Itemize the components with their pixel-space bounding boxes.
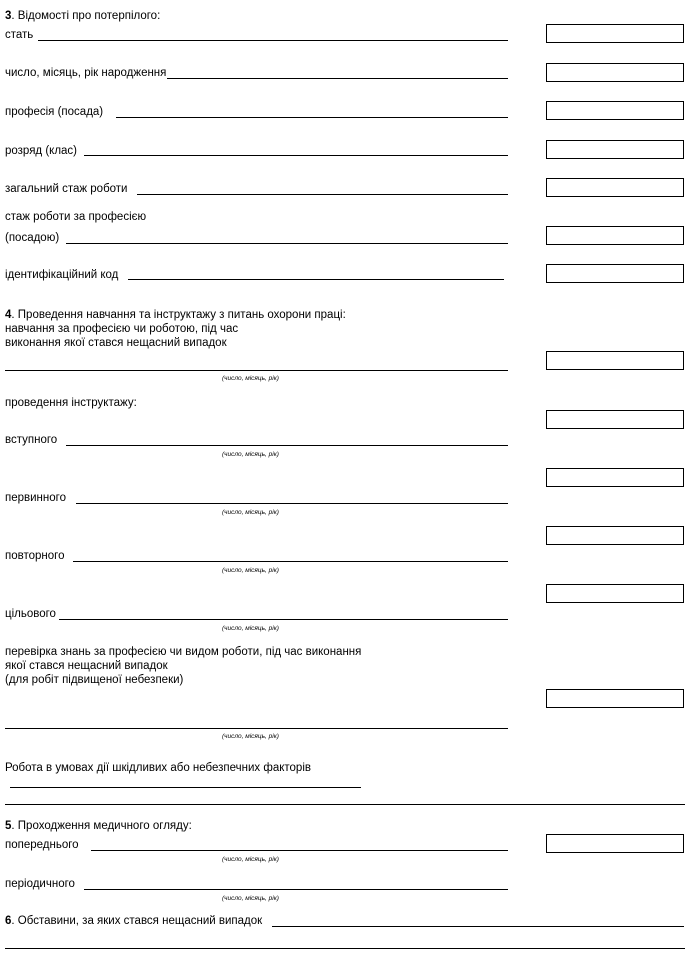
section-5-heading <box>5 820 192 833</box>
preliminary-label: попереднього <box>5 839 79 851</box>
id-code-label: ідентифікаційний код <box>5 269 119 281</box>
introductory-date-caption: (число, місяць, рік) <box>222 451 279 458</box>
training-date-caption: (число, місяць, рік) <box>222 375 279 382</box>
circumstances-input-line-1[interactable] <box>272 926 684 927</box>
preliminary-code-box[interactable] <box>546 834 684 853</box>
hazard-work-label: Робота в умовах дії шкідливих або небезпечних факторів <box>5 762 311 774</box>
id-code-box[interactable] <box>546 264 684 283</box>
grade-label: розряд (клас) <box>5 145 78 157</box>
sex-code-box[interactable] <box>546 24 684 43</box>
preliminary-date-caption: (число, місяць, рік) <box>222 856 279 863</box>
section-5-number: 5 <box>5 820 12 832</box>
total-experience-label: загальний стаж роботи <box>5 183 128 195</box>
section-3-heading <box>5 10 160 23</box>
birth-date-code-box[interactable] <box>546 63 684 82</box>
profession-experience-code-box[interactable] <box>546 226 684 245</box>
targeted-date-caption: (число, місяць, рік) <box>222 625 279 632</box>
introductory-date-line[interactable] <box>66 445 508 446</box>
knowledge-check-code-box[interactable] <box>546 689 684 708</box>
grade-input-line[interactable] <box>84 155 508 156</box>
section-6-title: . Обставини, за яких стався нещасний випадок <box>11 915 263 927</box>
knowledge-check-date-caption: (число, місяць, рік) <box>222 733 279 740</box>
knowledge-check-date-line[interactable] <box>5 728 508 729</box>
profession-experience-label-1: стаж роботи за професією <box>5 211 147 223</box>
training-label-1: навчання за професією чи роботою, під час <box>5 323 239 335</box>
section-divider <box>5 804 685 805</box>
birth-date-label: число, місяць, рік народження <box>5 67 167 79</box>
training-date-line[interactable] <box>5 370 508 371</box>
training-label-2: виконання якої стався нещасний випадок <box>5 337 227 349</box>
circumstances-input-line-2[interactable] <box>5 948 685 949</box>
instruction-heading: проведення інструктажу: <box>5 397 137 409</box>
periodic-date-line[interactable] <box>84 889 508 890</box>
targeted-code-box[interactable] <box>546 584 684 603</box>
profession-experience-label-2: (посадою) <box>5 232 60 244</box>
profession-label: професія (посада) <box>5 106 104 118</box>
introductory-label: вступного <box>5 434 58 446</box>
periodic-date-caption: (число, місяць, рік) <box>222 895 279 902</box>
sex-label: стать <box>5 29 34 41</box>
primary-label: первинного <box>5 492 66 504</box>
knowledge-check-label-3: (для робіт підвищеної небезпеки) <box>5 674 184 686</box>
section-4-number: 4 <box>5 309 12 321</box>
introductory-code-box[interactable] <box>546 410 684 429</box>
profession-experience-input-line[interactable] <box>66 243 508 244</box>
birth-date-input-line[interactable] <box>167 78 508 79</box>
sex-input-line[interactable] <box>38 40 508 41</box>
section-3-number: 3 <box>5 10 12 22</box>
training-code-box[interactable] <box>546 351 684 370</box>
section-4-heading <box>5 309 346 322</box>
section-6-number: 6 <box>5 915 12 927</box>
targeted-date-line[interactable] <box>59 619 508 620</box>
primary-date-line[interactable] <box>76 503 508 504</box>
hazard-work-input-line[interactable] <box>10 787 361 788</box>
primary-code-box[interactable] <box>546 468 684 487</box>
section-3-title: . Відомості про потерпілого: <box>11 10 161 22</box>
total-experience-input-line[interactable] <box>137 194 508 195</box>
knowledge-check-label-1: перевірка знань за професією чи видом роботи, під час виконання <box>5 646 362 658</box>
repeated-date-caption: (число, місяць, рік) <box>222 567 279 574</box>
section-4-title: . Проведення навчання та інструктажу з питань охорони праці: <box>11 309 346 321</box>
preliminary-date-line[interactable] <box>91 850 508 851</box>
primary-date-caption: (число, місяць, рік) <box>222 509 279 516</box>
periodic-label: періодичного <box>5 878 75 890</box>
repeated-date-line[interactable] <box>73 561 508 562</box>
section-5-title: . Проходження медичного огляду: <box>11 820 192 832</box>
id-code-input-line[interactable] <box>128 279 504 280</box>
profession-code-box[interactable] <box>546 101 684 120</box>
grade-code-box[interactable] <box>546 140 684 159</box>
total-experience-code-box[interactable] <box>546 178 684 197</box>
profession-input-line[interactable] <box>116 117 508 118</box>
knowledge-check-label-2: якої стався нещасний випадок <box>5 660 168 672</box>
repeated-code-box[interactable] <box>546 526 684 545</box>
section-6-heading <box>5 915 262 928</box>
targeted-label: цільового <box>5 608 56 620</box>
repeated-label: повторного <box>5 550 65 562</box>
